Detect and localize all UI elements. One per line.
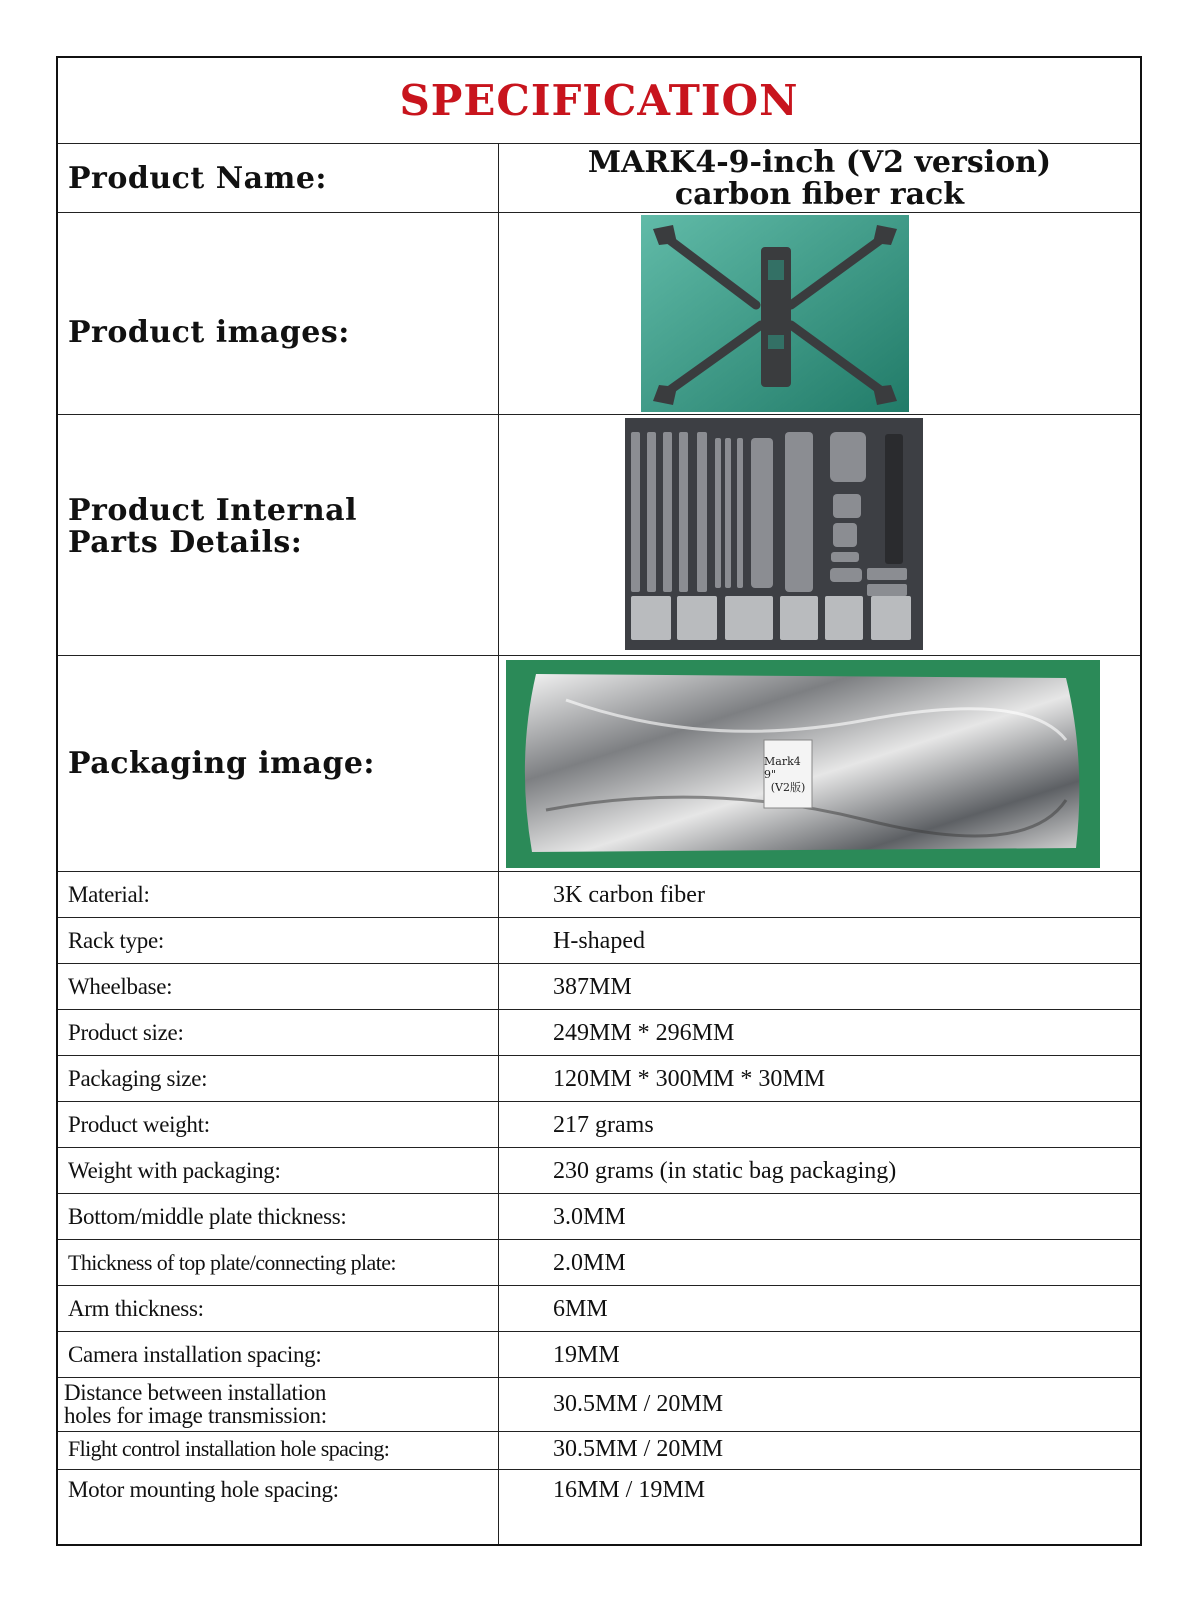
row-internal-parts (58, 415, 1140, 656)
product-name-line1: MARK4-9-inch (V2 version) (587, 145, 1052, 180)
bag-label-line1: Mark4 9" (764, 754, 801, 781)
frame-photo (641, 215, 909, 412)
product-name-label: Product Name: (68, 161, 327, 196)
title-row (58, 58, 1140, 144)
specification-sheet (56, 56, 1142, 1546)
spec-label-line1: Distance between installation (64, 1380, 327, 1405)
spec-label: Arm thickness: (68, 1296, 204, 1321)
spec-label: Packaging size: (68, 1066, 208, 1091)
spec-label: Wheelbase: (68, 974, 173, 999)
page-title: SPECIFICATION (399, 76, 799, 125)
spec-label: Motor mounting hole spacing: (68, 1477, 339, 1502)
spec-label: Bottom/middle plate thickness: (68, 1204, 347, 1229)
spec-label: Camera installation spacing: (68, 1342, 322, 1367)
spec-label-line2: holes for image transmission: (64, 1403, 327, 1428)
spec-value: 120MM * 300MM * 30MM (553, 1066, 826, 1092)
spec-label: Flight control installation hole spacing: (68, 1436, 390, 1461)
spec-row (58, 1470, 1140, 1544)
spec-value: 230 grams (in static bag packaging) (553, 1158, 897, 1184)
spec-value: 2.0MM (553, 1250, 626, 1276)
spec-label: Product size: (68, 1020, 184, 1045)
parts-layout-image (625, 418, 923, 650)
spec-row (58, 1056, 1140, 1102)
spec-label: Material: (68, 882, 150, 907)
spec-row (58, 1102, 1140, 1148)
spec-value: 19MM (553, 1342, 620, 1368)
spec-label: Weight with packaging: (68, 1158, 281, 1183)
spec-row (58, 872, 1140, 918)
spec-row (58, 964, 1140, 1010)
row-product-name (58, 143, 1140, 213)
spec-value: H-shaped (553, 928, 645, 954)
spec-row (58, 1286, 1140, 1332)
spec-value: 3K carbon fiber (553, 882, 705, 908)
spec-value: 16MM / 19MM (553, 1477, 706, 1503)
spec-value: 217 grams (553, 1112, 654, 1138)
parts-photo (625, 418, 923, 650)
spec-row (58, 1010, 1140, 1056)
spec-row (58, 1240, 1140, 1286)
internal-parts-label-line1: Product Internal (68, 493, 357, 528)
spec-value: 30.5MM / 20MM (553, 1436, 724, 1462)
packaging-image-label: Packaging image: (68, 746, 376, 781)
spec-label: Thickness of top plate/connecting plate: (68, 1250, 396, 1275)
bag-label-line2: (V2版) (770, 780, 806, 794)
spec-value: 3.0MM (553, 1204, 626, 1230)
row-packaging-image (58, 656, 1140, 872)
spec-row (58, 1194, 1140, 1240)
spec-row (58, 1378, 1140, 1432)
spec-value: 6MM (553, 1296, 608, 1322)
internal-parts-label-line2: Parts Details: (68, 525, 303, 560)
product-images-label: Product images: (68, 315, 350, 350)
row-product-images (58, 213, 1140, 415)
spec-row (58, 1332, 1140, 1378)
carbon-frame-image (641, 215, 909, 412)
spec-value: 249MM * 296MM (553, 1020, 735, 1046)
product-name-line2: carbon fiber rack (674, 177, 965, 212)
packaging-photo (506, 660, 1100, 868)
spec-row (58, 1148, 1140, 1194)
spec-value: 387MM (553, 974, 632, 1000)
spec-value: 30.5MM / 20MM (553, 1391, 724, 1417)
spec-row (58, 1432, 1140, 1470)
spec-label: Product weight: (68, 1112, 210, 1137)
spec-row (58, 918, 1140, 964)
bag-label-sticker (764, 744, 812, 804)
spec-label: Rack type: (68, 928, 164, 953)
